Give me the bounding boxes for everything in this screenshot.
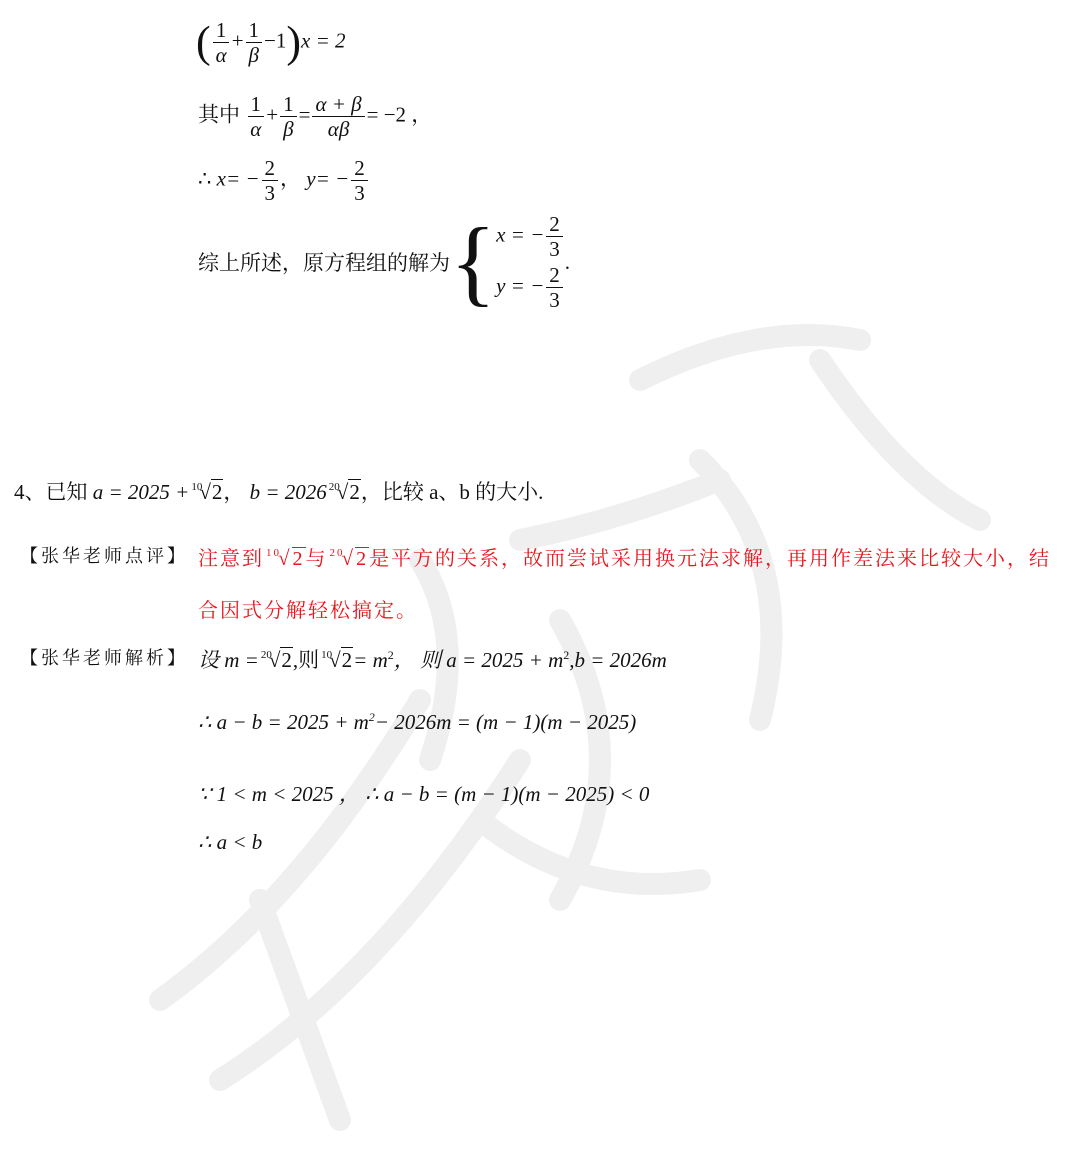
fraction: $\frac{1}{\alpha}$ [213,18,230,67]
analysis-line-4: ∴ a < b [198,830,263,854]
fraction: $\frac{1}{\alpha}$ [247,92,264,141]
teacher-comment-line-1: 注意到 $^{10}$√2与 $^{20}$√2是平方的关系，故而尝试采用换元法求解，再用作差法来比较大小，结 [198,546,1052,570]
fraction: $\frac{\alpha + \beta}{\alpha\beta}$ [312,92,364,141]
equation-line-3: ∴ x= − $\frac{2}{3}$ ， y= − $\frac{2}{3}$ [198,156,370,205]
teacher-analysis-label: 【张华老师解析】 [20,648,188,669]
equation-system: x = − $\frac{2}{3}$ y = − $\frac{2}{3}$ [496,212,565,313]
nth-root: $^{10}$√2 [191,480,223,504]
equation-line-2: 其中 $\frac{1}{\alpha}$ + $\frac{1}{\beta}$ = $\frac{\alpha + \beta}{\alpha\beta}$ = −2 ， [198,92,433,142]
left-paren: ( [196,17,211,67]
analysis-line-3: ∵ 1 < m < 2025 ， ∴ a − b = (m − 1)(m − 2025) < 0 [198,782,650,806]
teacher-comment-label: 【张华老师点评】 [20,546,188,567]
nth-root: $^{20}$√2 [328,480,360,504]
fraction: $\frac{2}{3}$ [351,156,368,205]
fraction: $\frac{1}{\beta}$ [246,18,263,67]
left-brace: { [450,208,497,316]
problem-4-statement: 4、已知 a = 2025 + $^{10}$√2， b = 2026 $^{20}$√2，比较 a、b 的大小. [14,480,544,504]
equation-line-1: ( $\frac{1}{\alpha}$ + $\frac{1}{\beta}$ −1)x = 2 [196,17,346,68]
teacher-comment-line-2: 合因式分解轻松搞定。 [198,598,418,622]
analysis-line-1: 设 m = $^{20}$√2,则 $^{10}√2= m^2$， 则 $a = 2025 + m^2,b = 2026m$ [198,648,667,672]
analysis-line-2: ∴ $a - b = 2025 + m^2- 2026m = (m - 1)(m - 2025)$ [198,710,637,734]
solution-system-line: 综上所述，原方程组的解为 { x = − $\frac{2}{3}$ y = − $\frac{2}{3}$ . [198,208,570,316]
right-paren: ) [286,17,302,67]
fraction: $\frac{1}{\beta}$ [280,92,297,141]
fraction: $\frac{2}{3}$ [262,156,279,205]
